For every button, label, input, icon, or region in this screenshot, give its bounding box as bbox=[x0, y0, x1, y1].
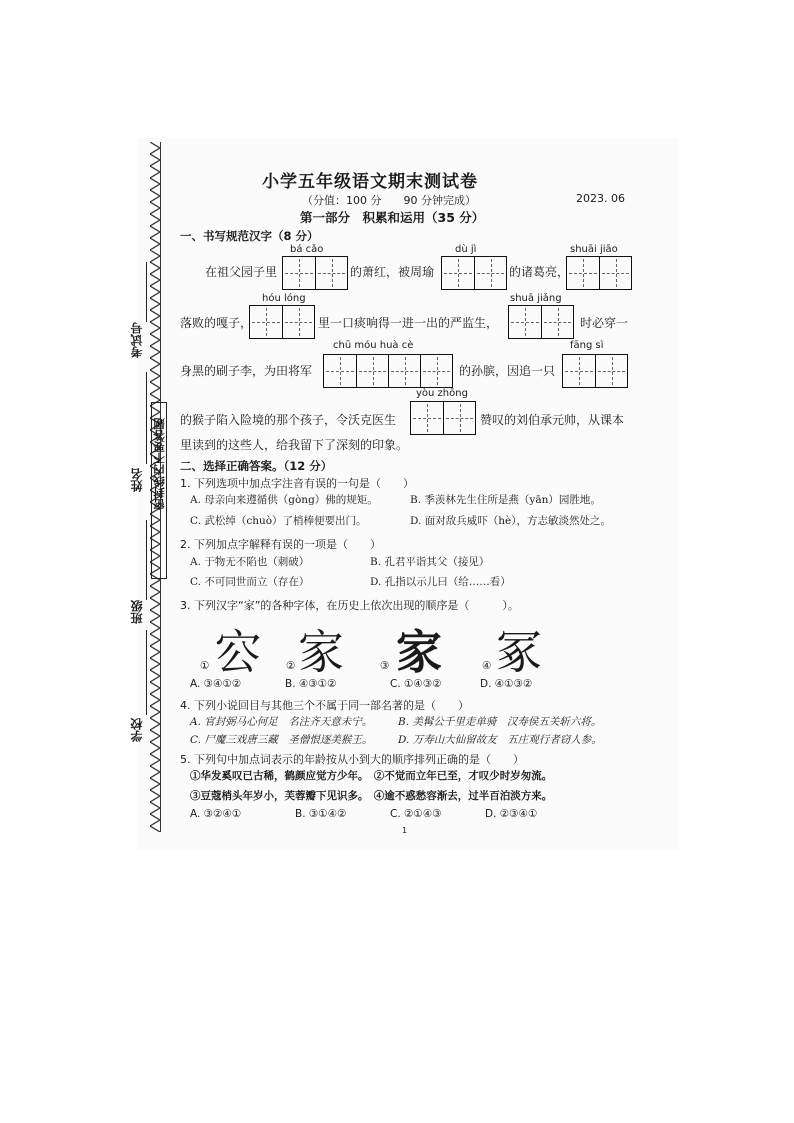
glyph-1-seal-script: 㝐 bbox=[215, 625, 261, 679]
answer-grid-5[interactable] bbox=[508, 305, 574, 339]
school-label: 学校 bbox=[130, 718, 144, 742]
pinyin-houlong: hóu lóng bbox=[262, 293, 306, 304]
pinyin-chumouhuace: chū móu huà cè bbox=[333, 340, 414, 351]
q5-line-2: ③豆蔻梢头年岁小，芙蓉瓣下见识多。 ④逾不惑愁容渐去，过半百泊淡方来。 bbox=[190, 790, 553, 802]
answer-grid-1[interactable] bbox=[282, 256, 348, 290]
sentence-1a: 在祖父园子里 bbox=[205, 265, 278, 279]
exam-number-label: 考试号 bbox=[130, 322, 144, 358]
sentence-2a: 落败的嘎子， bbox=[180, 316, 253, 330]
q1-option-b[interactable]: B. 季羡林先生住所是燕（yān）园胜地。 bbox=[410, 494, 601, 506]
question-3-stem: 3. 下列汉字“家”的各种字体，在历史上依次出现的顺序是（ ）。 bbox=[180, 599, 519, 612]
q1-option-c[interactable]: C. 武松绰（chuò）了梢棒便要出门。 bbox=[190, 515, 367, 527]
page-number: 1 bbox=[402, 826, 408, 835]
glyph-3-regular-script: 家 bbox=[396, 625, 442, 679]
glyph-4-bronze-script: 冢 bbox=[496, 625, 542, 679]
seal-notice: 密封线内不要答题 bbox=[152, 418, 166, 510]
q5-line-1: ①华发奚叹已古稀，鹤颜应觉方少年。 ②不觉而立年已至，才叹少时岁匆流。 bbox=[190, 770, 553, 782]
section1-heading: 一、书写规范汉字（8 分） bbox=[180, 229, 319, 243]
pinyin-duji: dù jì bbox=[455, 244, 477, 255]
q2-option-d[interactable]: D. 孔指以示儿曰（给……看） bbox=[370, 576, 511, 588]
glyph-2-clerical-script: 家 bbox=[298, 625, 344, 679]
section2-heading: 二、选择正确答案。（12 分） bbox=[180, 459, 333, 473]
q5-option-d[interactable]: D. ②③④① bbox=[485, 808, 538, 820]
q4-option-a[interactable]: A. 官封弼马心何足 名注齐天意未宁。 bbox=[190, 716, 373, 728]
glyph-4-mark: ④ bbox=[482, 660, 492, 672]
sentence-4a: 的猴子陷入险境的那个孩子，令沃克医生 bbox=[180, 413, 397, 427]
q2-option-a[interactable]: A. 于物无不陷也（刺破） bbox=[190, 556, 310, 568]
glyph-3-mark: ③ bbox=[380, 660, 390, 672]
question-1-stem: 1. 下列选项中加点字注音有误的一句是（ ） bbox=[180, 477, 414, 490]
q5-option-b[interactable]: B. ③①④② bbox=[295, 808, 347, 820]
q4-option-c[interactable]: C. 尸魔三戏唐三藏 圣僧恨逐美猴王。 bbox=[190, 734, 373, 746]
name-blank bbox=[146, 372, 147, 464]
answer-grid-8[interactable] bbox=[410, 401, 476, 435]
pinyin-bacao: bá cǎo bbox=[290, 244, 324, 255]
sentence-5: 里读到的这些人，给我留下了深刻的印象。 bbox=[180, 438, 409, 452]
sentence-1c: 的诸葛亮， bbox=[509, 265, 570, 279]
exam-number-blank bbox=[146, 262, 147, 322]
q2-option-b[interactable]: B. 孔君平诣其父（接见） bbox=[370, 556, 490, 568]
q3-option-c[interactable]: C. ①④③② bbox=[390, 678, 442, 690]
q5-option-a[interactable]: A. ③②④① bbox=[190, 808, 242, 820]
glyph-1-mark: ① bbox=[200, 660, 210, 672]
question-4-stem: 4. 下列小说回目与其他三个不属于同一部名著的是（ ） bbox=[180, 699, 469, 712]
q1-option-d[interactable]: D. 面对敌兵威吓（hè），方志敏淡然处之。 bbox=[410, 515, 611, 527]
exam-title: 小学五年级语文期末测试卷 bbox=[262, 172, 478, 192]
q1-option-a[interactable]: A. 母亲向来遵循供（gòng）佛的规矩。 bbox=[190, 494, 378, 506]
school-blank bbox=[146, 630, 147, 715]
class-blank bbox=[146, 520, 147, 600]
sentence-3a: 身黑的刷子李，为田将军 bbox=[180, 364, 313, 378]
name-label: 姓名 bbox=[130, 468, 144, 492]
answer-grid-4[interactable] bbox=[249, 305, 315, 339]
part-heading: 第一部分 积累和运用（35 分） bbox=[300, 210, 485, 225]
question-2-stem: 2. 下列加点字解释有误的一项是（ ） bbox=[180, 538, 381, 551]
answer-grid-3[interactable] bbox=[566, 256, 632, 290]
q2-option-c[interactable]: C. 不可同世而立（存在） bbox=[190, 576, 310, 588]
glyph-2-mark: ② bbox=[286, 660, 296, 672]
q5-option-c[interactable]: C. ②①④③ bbox=[390, 808, 442, 820]
class-label: 班级 bbox=[130, 600, 144, 624]
question-5-stem: 5. 下列句中加点词表示的年龄按从小到大的顺序排列正确的是（ ） bbox=[180, 753, 524, 766]
sentence-2b: 里一口痰响得一进一出的严监生， bbox=[318, 316, 499, 330]
pinyin-fangsi: fāng sì bbox=[570, 340, 604, 351]
pinyin-youzhong: yòu zhōng bbox=[416, 388, 468, 399]
q3-option-d[interactable]: D. ④①③② bbox=[480, 678, 533, 690]
sentence-1b: 的萧红，被周瑜 bbox=[350, 265, 435, 279]
pinyin-shuajiang: shuā jiǎng bbox=[510, 293, 562, 304]
q4-option-b[interactable]: B. 美髯公千里走单骑 汉寿侯五关斩六将。 bbox=[398, 716, 602, 728]
exam-date: 2023. 06 bbox=[576, 192, 625, 205]
pinyin-shuaijiao: shuāi jiāo bbox=[570, 244, 618, 255]
answer-grid-7[interactable] bbox=[562, 354, 628, 388]
sentence-3b: 的孙膑，因追一只 bbox=[459, 364, 556, 378]
score-time-info: （分值：100 分 90 分钟完成） bbox=[302, 194, 476, 207]
q3-option-b[interactable]: B. ④③①② bbox=[285, 678, 337, 690]
sentence-4b: 赞叹的刘伯承元帅，从课本 bbox=[480, 413, 625, 427]
answer-grid-2[interactable] bbox=[441, 256, 507, 290]
sentence-2c: 时必穿一 bbox=[580, 316, 629, 330]
answer-grid-6[interactable] bbox=[323, 354, 453, 388]
q4-option-d[interactable]: D. 万寿山大仙留故友 五庄观行者窃人参。 bbox=[398, 734, 602, 746]
q3-option-a[interactable]: A. ③④①② bbox=[190, 678, 242, 690]
